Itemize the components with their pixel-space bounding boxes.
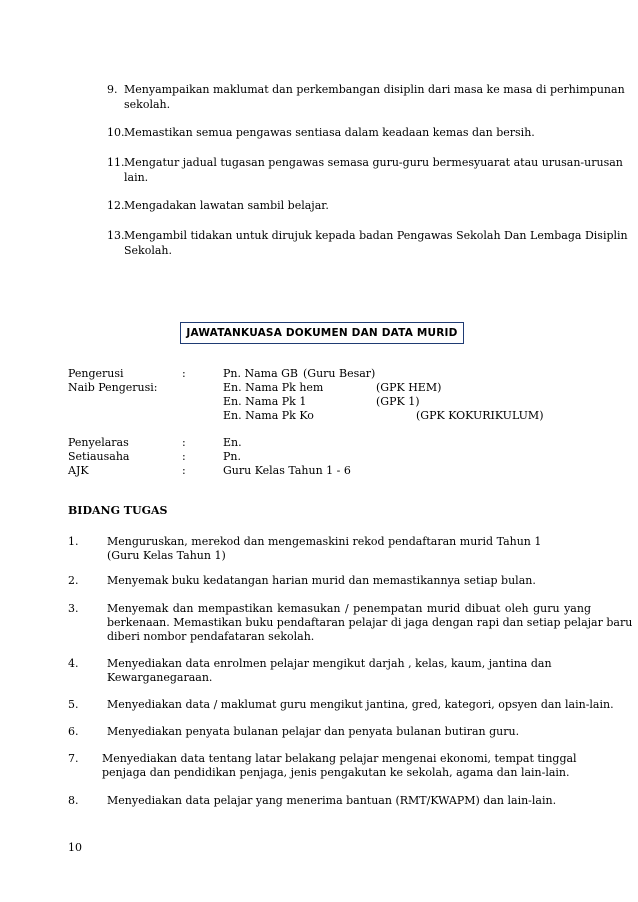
list-number: 13. bbox=[107, 229, 125, 242]
setiausaha-label: Setiausaha bbox=[68, 450, 130, 463]
task-number: 8. bbox=[68, 794, 79, 807]
task-number: 2. bbox=[68, 574, 79, 587]
naib-name: En. Nama Pk 1 bbox=[223, 395, 307, 408]
penyelaras-label: Penyelaras bbox=[68, 436, 129, 449]
list-item-line: Mengatur jadual tugasan pengawas semasa guru-guru bermesyuarat atau urusan-urusan bbox=[124, 156, 623, 169]
penyelaras-value: En. bbox=[223, 436, 242, 449]
section-heading: BIDANG TUGAS bbox=[68, 504, 168, 517]
task-number: 7. bbox=[68, 752, 79, 765]
committee-title-box bbox=[180, 322, 464, 344]
list-item-line: Mengambil tidakan untuk dirujuk kepada badan Pengawas Sekolah Dan Lembaga Disiplin bbox=[124, 229, 628, 242]
task-line: Menguruskan, merekod dan mengemaskini rekod pendaftaran murid Tahun 1 bbox=[107, 535, 542, 548]
task-line: berkenaan. Memastikan buku pendaftaran pelajar di jaga dengan rapi dan setiap pelajar baru bbox=[107, 616, 633, 629]
task-line: (Guru Kelas Tahun 1) bbox=[107, 549, 226, 562]
task-line: Kewarganegaraan. bbox=[107, 671, 213, 684]
task-number: 4. bbox=[68, 657, 79, 670]
naib-note: (GPK HEM) bbox=[376, 381, 442, 394]
colon: : bbox=[182, 464, 186, 477]
list-number: 11. bbox=[107, 156, 125, 169]
list-number: 10. bbox=[107, 126, 125, 139]
task-number: 3. bbox=[68, 602, 79, 615]
list-item-line: Memastikan semua pengawas sentiasa dalam keadaan kemas dan bersih. bbox=[124, 126, 535, 139]
task-line: Menyemak buku kedatangan harian murid dan memastikannya setiap bulan. bbox=[107, 574, 536, 587]
naib-name: En. Nama Pk hem bbox=[223, 381, 324, 394]
naib-name: En. Nama Pk Ko bbox=[223, 409, 314, 422]
naib-note: (GPK KOKURIKULUM) bbox=[416, 409, 544, 422]
page-number: 10 bbox=[68, 841, 82, 854]
task-line: Menyediakan data / maklumat guru mengikut jantina, gred, kategori, opsyen dan lain-lain. bbox=[107, 698, 614, 711]
ajk-label: AJK bbox=[68, 464, 89, 477]
list-item-line: sekolah. bbox=[124, 98, 171, 111]
task-line: Menyediakan data tentang latar belakang pelajar mengenai ekonomi, tempat tinggal bbox=[102, 752, 577, 765]
colon: : bbox=[182, 367, 186, 380]
committee-title: JAWATANKUASA DOKUMEN DAN DATA MURID bbox=[186, 326, 458, 339]
naib-note: (GPK 1) bbox=[376, 395, 420, 408]
task-line: diberi nombor pendafataran sekolah. bbox=[107, 630, 315, 643]
list-item-line: Menyampaikan maklumat dan perkembangan disiplin dari masa ke masa di perhimpunan bbox=[124, 83, 625, 96]
list-item-line: lain. bbox=[124, 171, 149, 184]
list-number: 9. bbox=[107, 83, 118, 96]
task-line: Menyediakan penyata bulanan pelajar dan penyata bulanan butiran guru. bbox=[107, 725, 520, 738]
task-line: Menyediakan data pelajar yang menerima bantuan (RMT/KWAPM) dan lain-lain. bbox=[107, 794, 557, 807]
setiausaha-value: Pn. bbox=[223, 450, 241, 463]
list-item-line: Sekolah. bbox=[124, 244, 172, 257]
colon: : bbox=[182, 436, 186, 449]
list-number: 12. bbox=[107, 199, 125, 212]
pengerusi-note: (Guru Besar) bbox=[303, 367, 376, 380]
task-number: 5. bbox=[68, 698, 79, 711]
naib-pengerusi-label: Naib Pengerusi: bbox=[68, 381, 158, 394]
colon: : bbox=[182, 450, 186, 463]
list-item-line: Mengadakan lawatan sambil belajar. bbox=[124, 199, 329, 212]
task-number: 6. bbox=[68, 725, 79, 738]
task-line: Menyemak dan mempastikan kemasukan / penempatan murid dibuat oleh guru yang bbox=[107, 602, 591, 615]
task-line: Menyediakan data enrolmen pelajar mengikut darjah , kelas, kaum, jantina dan bbox=[107, 657, 552, 670]
pengerusi-label: Pengerusi bbox=[68, 367, 124, 380]
pengerusi-value: Pn. Nama GB bbox=[223, 367, 299, 380]
task-number: 1. bbox=[68, 535, 79, 548]
task-line: penjaga dan pendidikan penjaga, jenis pengakutan ke sekolah, agama dan lain-lain. bbox=[102, 766, 570, 779]
ajk-value: Guru Kelas Tahun 1 - 6 bbox=[223, 464, 351, 477]
